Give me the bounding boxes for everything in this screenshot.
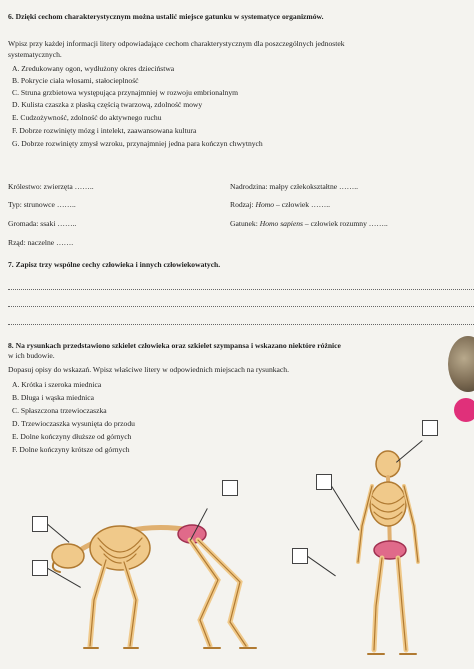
answer-box-chimp-limbs[interactable]: [32, 560, 48, 576]
task7-title: 7. Zapisz trzy wspólne cechy człowieka i innych człowiekowatych.: [8, 260, 221, 269]
answer-box-chimp-pelvis[interactable]: [222, 480, 238, 496]
task6-option-a: A. Zredukowany ogon, wydłużony okres dzieciństwa: [12, 64, 175, 73]
task6-option-f: F. Dobrze rozwinięty mózg i intelekt, zaawansowana kultura: [12, 126, 197, 135]
task6-option-d: D. Kulista czaszka z płaską częścią twarzową, zdolność mowy: [12, 100, 203, 109]
overlay-badge[interactable]: [454, 398, 474, 422]
answer-line-3[interactable]: [8, 324, 474, 325]
taxon-krolestwo[interactable]: Królestwo: zwierzęta ……..: [8, 182, 94, 191]
task8-option-a: A. Krótka i szeroka miednica: [12, 380, 102, 389]
task8-title-line1: 8. Na rysunkach przedstawiono szkielet człowieka oraz szkielet szympansa i wskazano niektóre różnice: [8, 341, 341, 350]
task8-title-line2: w ich budowie.: [8, 351, 55, 360]
task6-option-b: B. Pokrycie ciała włosami, stałocieplność: [12, 76, 139, 85]
answer-box-human-pelvis[interactable]: [316, 474, 332, 490]
taxon-rodzaj-suffix: – człowiek ……..: [276, 200, 330, 209]
task8-option-e: E. Dolne kończyny dłuższe od górnych: [12, 432, 132, 441]
task6-instruction-line2: systematycznych.: [8, 50, 62, 59]
answer-line-2[interactable]: [8, 306, 474, 307]
task8-option-d: D. Trzewioczaszka wysunięta do przodu: [12, 419, 135, 428]
task8-option-c: C. Spłaszczona trzewioczaszka: [12, 406, 107, 415]
task6-title: 6. Dzięki cechom charakterystycznym można ustalić miejsce gatunku w systematyce organizmów.: [8, 12, 324, 21]
overlay-thumbnail-image[interactable]: [448, 336, 474, 392]
answer-line-1[interactable]: [8, 289, 474, 290]
task8-instruction: Dopasuj opisy do wskazań. Wpisz właściwe litery w odpowiednich miejscach na rysunkach.: [8, 365, 289, 374]
task8-option-b: B. Długa i wąska miednica: [12, 393, 95, 402]
taxon-nadrodzina[interactable]: Nadrodzina: małpy człekokształtne ……..: [230, 182, 358, 191]
taxon-gromada[interactable]: Gromada: ssaki ……..: [8, 219, 77, 228]
answer-box-human-limbs[interactable]: [292, 548, 308, 564]
answer-box-chimp-skull[interactable]: [32, 516, 48, 532]
task6-instruction-line1: Wpisz przy każdej informacji litery odpowiadające cechom charakterystycznym dla poszczególnych jednostek: [8, 39, 345, 48]
taxon-gatunek-prefix: Gatunek:: [230, 219, 258, 228]
taxon-gatunek-suffix: – człowiek rozumny ……..: [304, 219, 388, 228]
taxon-typ[interactable]: Typ: strunowce ……..: [8, 200, 76, 209]
taxon-rodzaj[interactable]: [230, 200, 330, 209]
chimpanzee-skeleton-illustration: [40, 470, 280, 660]
task8-option-f: F. Dolne kończyny krótsze od górnych: [12, 445, 130, 454]
task6-option-g: G. Dobrze rozwinięty zmysł wzroku, przynajmniej jedna para kończyn chwytnych: [12, 139, 263, 148]
leader-human-limbs: [307, 556, 335, 576]
human-skeleton-illustration: [340, 450, 440, 662]
taxon-rodzaj-name: Homo: [255, 200, 275, 209]
taxon-rzad[interactable]: Rząd: naczelne …….: [8, 238, 74, 247]
taxon-gatunek-name: Homo sapiens: [259, 219, 303, 228]
taxon-gatunek[interactable]: [230, 219, 388, 228]
task6-option-e: E. Cudzożywność, zdolność do aktywnego ruchu: [12, 113, 162, 122]
answer-box-human-skull[interactable]: [422, 420, 438, 436]
task6-option-c: C. Struna grzbietowa występująca przynajmniej w rozwoju embrionalnym: [12, 88, 239, 97]
taxon-rodzaj-prefix: Rodzaj:: [230, 200, 254, 209]
